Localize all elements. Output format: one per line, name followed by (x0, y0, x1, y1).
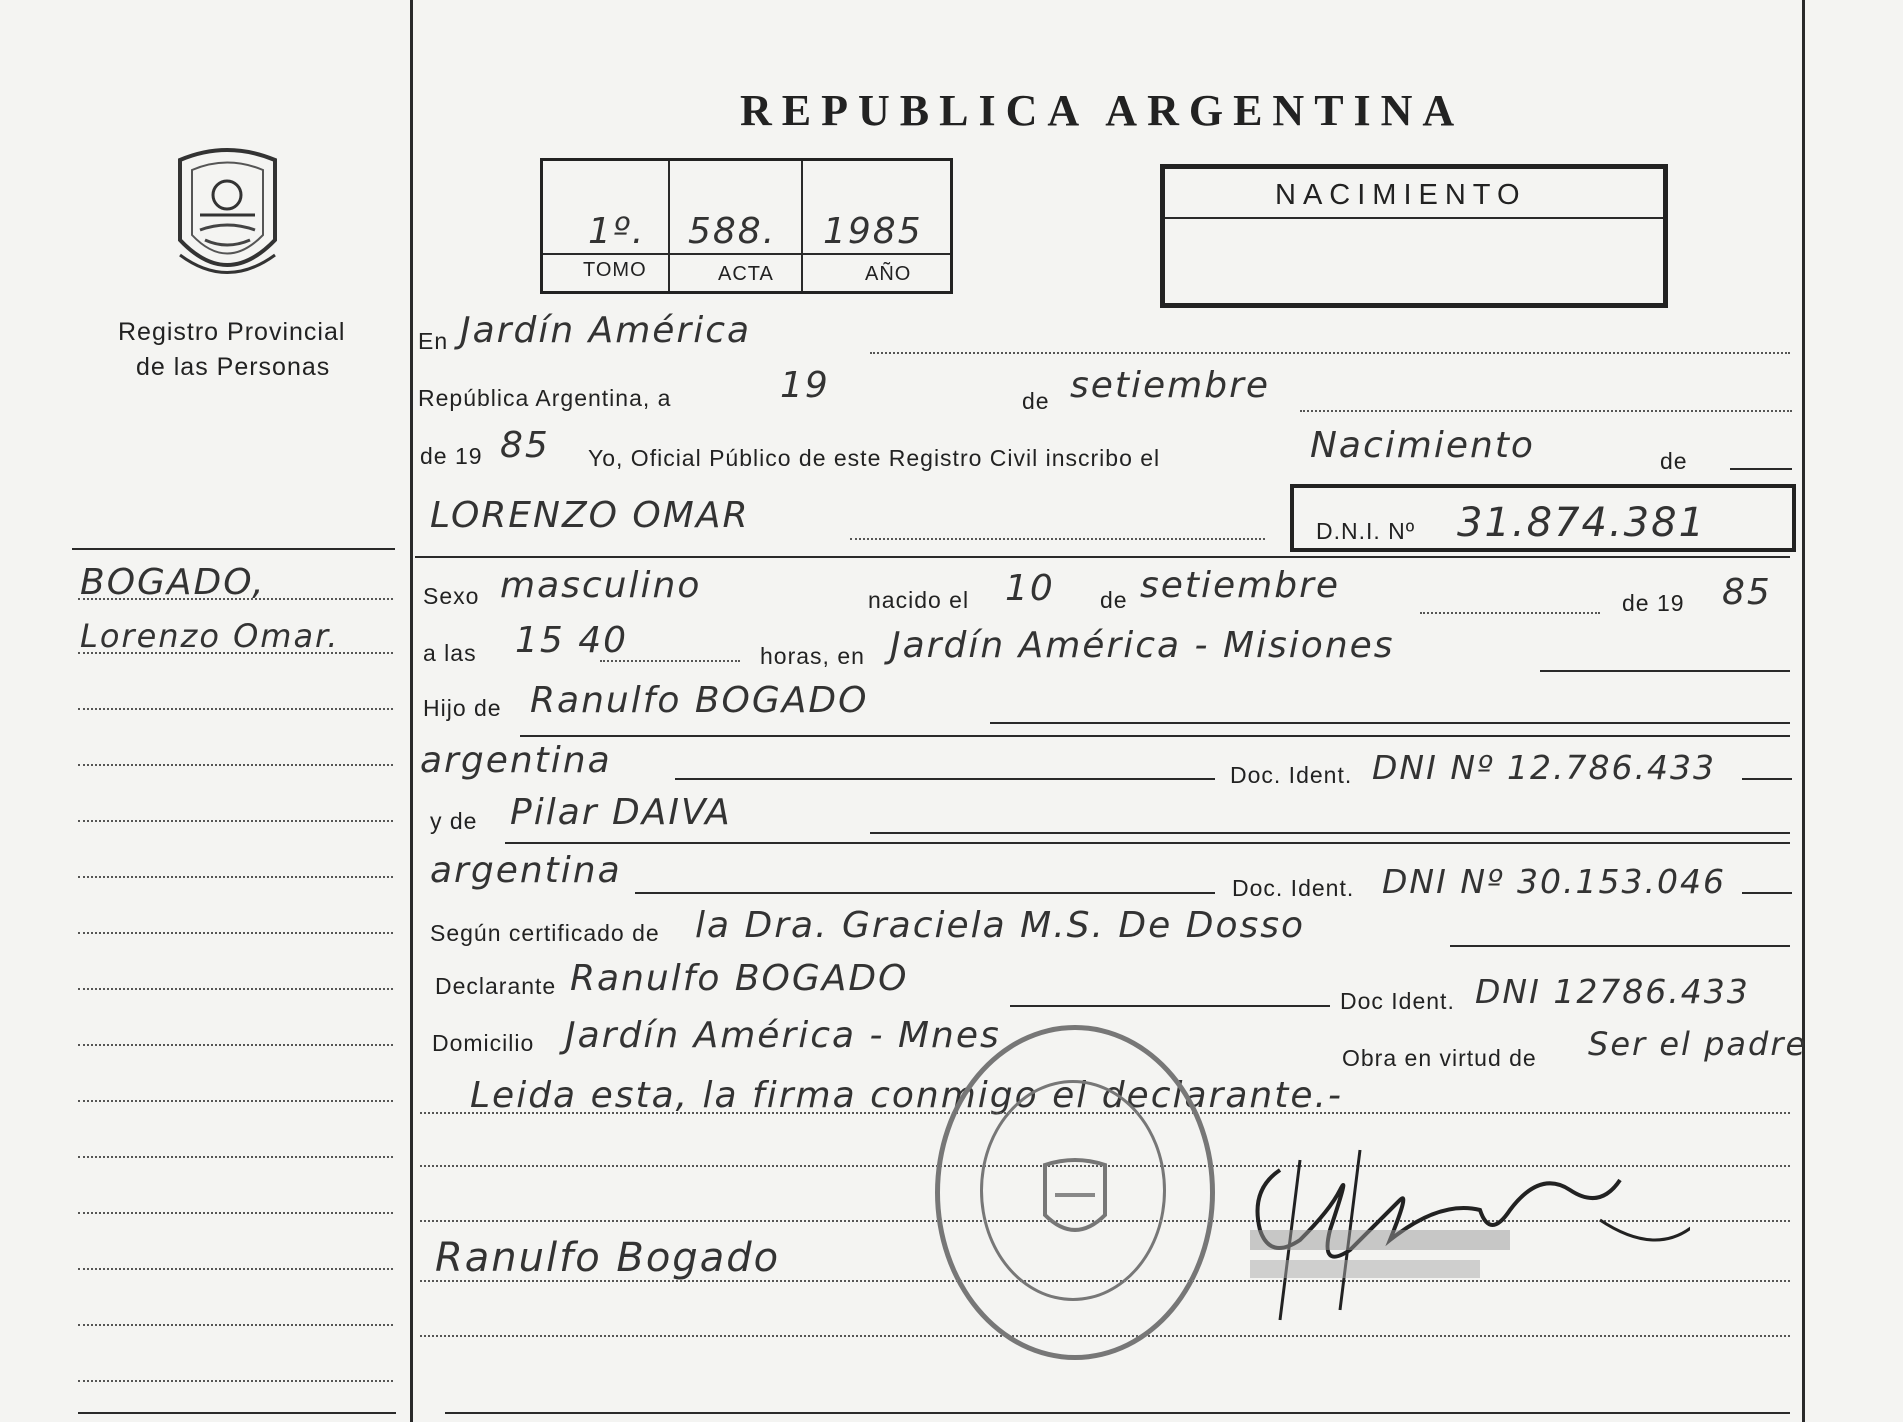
label-de-end: de (1660, 448, 1688, 474)
hand-address: Jardín América - Mnes (565, 1015, 1001, 1056)
hand-birth-month: setiembre (1140, 565, 1341, 606)
hand-mother-nationality: argentina (430, 850, 622, 891)
label-de-19: de 19 (420, 443, 483, 469)
margin-surname: BOGADO, (80, 562, 266, 603)
hand-virtue: Ser el padre (1588, 1025, 1808, 1063)
anio-label: AÑO (865, 263, 912, 285)
hand-day: 19 (780, 365, 830, 406)
stamp-seal-icon (1035, 1155, 1115, 1245)
label-horas-en: horas, en (760, 643, 865, 669)
record-type-label: NACIMIENTO (1275, 179, 1527, 211)
declarant-signature: Ranulfo Bogado (435, 1235, 781, 1281)
hand-place: Jardín América (460, 310, 752, 351)
label-segun: Según certificado de (430, 920, 660, 946)
label-domicilio: Domicilio (432, 1030, 535, 1056)
left-column-divider (410, 0, 413, 1422)
label-de-19-birth: de 19 (1622, 590, 1685, 616)
label-doc-ident-3: Doc Ident. (1340, 988, 1455, 1014)
tomo-label: TOMO (583, 259, 647, 281)
hand-father-doc: DNI Nº 12.786.433 (1372, 748, 1716, 787)
label-obra: Obra en virtud de (1342, 1045, 1537, 1071)
label-republica: República Argentina, a (418, 385, 672, 411)
label-nacido-el: nacido el (868, 587, 970, 613)
record-number-box (540, 158, 953, 294)
official-stamp (935, 1025, 1215, 1360)
label-doc-ident-2: Doc. Ident. (1232, 875, 1355, 901)
hand-mother: Pilar DAIVA (510, 792, 732, 833)
registry-name-line1: Registro Provincial (118, 318, 346, 346)
registry-name-line2: de las Personas (136, 353, 331, 381)
hand-year: 85 (500, 425, 550, 466)
hand-father-nationality: argentina (420, 740, 612, 781)
label-a-las: a las (423, 640, 477, 666)
hand-birth-time: 15 40 (515, 620, 629, 661)
hand-declarant-doc: DNI 12786.433 (1475, 972, 1750, 1011)
acta-value: 588. (688, 211, 777, 252)
hand-birth-place: Jardín América - Misiones (890, 625, 1395, 666)
hand-father: Ranulfo BOGADO (530, 680, 869, 721)
label-sexo: Sexo (423, 583, 480, 609)
dni-box (1290, 484, 1796, 552)
label-doc-ident-1: Doc. Ident. (1230, 762, 1353, 788)
label-en: En (418, 328, 449, 354)
label-y-de: y de (430, 808, 478, 834)
hand-birth-day: 10 (1005, 568, 1055, 609)
page-title: REPUBLICA ARGENTINA (740, 86, 1465, 135)
dni-label: D.N.I. Nº (1316, 518, 1416, 544)
hand-dni: 31.874.381 (1457, 500, 1707, 546)
label-de-birth-month: de (1100, 587, 1128, 613)
right-border (1802, 0, 1805, 1422)
hand-certificate: la Dra. Graciela M.S. De Dosso (695, 905, 1306, 946)
label-de-month: de (1022, 388, 1050, 414)
anio-value: 1985 (823, 211, 923, 252)
acta-label: ACTA (718, 263, 774, 285)
hand-mother-doc: DNI Nº 30.153.046 (1382, 862, 1726, 901)
hand-declarant: Ranulfo BOGADO (570, 958, 909, 999)
label-declarante: Declarante (435, 973, 557, 999)
hand-name: LORENZO OMAR (430, 495, 750, 536)
coat-of-arms-icon (160, 140, 295, 295)
hand-closing: Leida esta, la firma conmigo el declarante.- (470, 1075, 1343, 1116)
margin-given-names: Lorenzo Omar. (80, 617, 340, 655)
tomo-value: 1º. (588, 211, 646, 252)
label-yo-oficial: Yo, Oficial Público de este Registro Civil inscribo el (588, 445, 1161, 471)
hand-act: Nacimiento (1310, 425, 1535, 466)
hand-birth-year: 85 (1722, 572, 1772, 613)
hand-month: setiembre (1070, 365, 1271, 406)
official-signature-icon (1240, 1130, 1690, 1330)
hand-sex: masculino (500, 565, 702, 606)
record-type-box (1160, 164, 1668, 308)
label-hijo-de: Hijo de (423, 695, 502, 721)
